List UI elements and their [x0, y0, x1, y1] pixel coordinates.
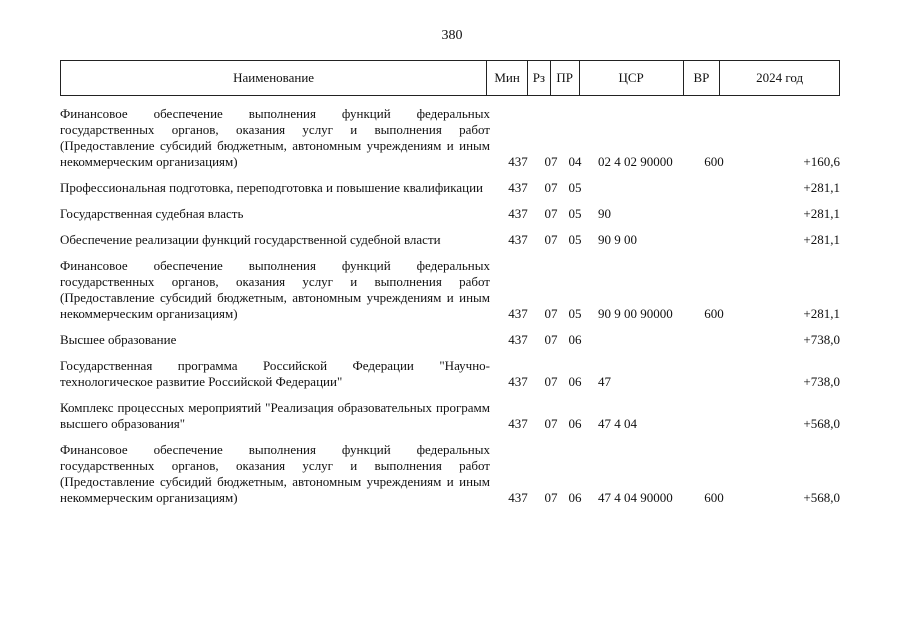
row-pr: 05	[568, 306, 582, 321]
row-name: Финансовое обеспечение выполнения функций федеральных государственных органов, оказания услуг и выполнения работ (Предоставление субсидий бюджетным, автономным учреждениям и иным некоммерческим организациям)	[60, 106, 490, 169]
row-csr: 02 4 02 90000	[598, 154, 673, 169]
table-row	[60, 106, 840, 170]
table-row	[60, 180, 840, 196]
row-rz: 07	[544, 180, 558, 195]
row-name: Финансовое обеспечение выполнения функций федеральных государственных органов, оказания услуг и выполнения работ (Предоставление субсидий бюджетным, автономным учреждениям и иным некоммерческим организациям)	[60, 442, 490, 505]
row-sum: +738,0	[803, 374, 840, 389]
row-csr: 90 9 00 90000	[598, 306, 673, 321]
row-pr: 04	[568, 154, 582, 169]
row-vr: 600	[704, 490, 724, 505]
row-sum: +281,1	[803, 232, 840, 247]
row-rz: 07	[544, 154, 558, 169]
column-header-name: Наименование	[61, 61, 487, 96]
row-rz: 07	[544, 490, 558, 505]
row-sum: +281,1	[803, 306, 840, 321]
column-header-csr: ЦСР	[579, 61, 683, 96]
row-min: 437	[508, 306, 528, 321]
table-row	[60, 332, 840, 348]
row-pr: 05	[568, 232, 582, 247]
table-row	[60, 442, 840, 506]
row-csr: 47 4 04 90000	[598, 490, 673, 505]
row-csr: 90 9 00	[598, 232, 637, 247]
row-csr: 47 4 04	[598, 416, 637, 431]
row-vr: 600	[704, 306, 724, 321]
row-rz: 07	[544, 416, 558, 431]
row-pr: 05	[568, 180, 582, 195]
column-header-vr: ВР	[683, 61, 720, 96]
row-min: 437	[508, 374, 528, 389]
row-min: 437	[508, 154, 528, 169]
row-sum: +738,0	[803, 332, 840, 347]
row-name: Государственная судебная власть	[60, 206, 244, 221]
column-header-rz: Рз	[527, 61, 550, 96]
row-name: Обеспечение реализации функций государственной судебной власти	[60, 232, 441, 247]
table-row	[60, 400, 840, 432]
table-row	[60, 206, 840, 222]
row-sum: +568,0	[803, 416, 840, 431]
row-sum: +281,1	[803, 180, 840, 195]
row-min: 437	[508, 490, 528, 505]
table-header	[60, 60, 840, 96]
table-row	[60, 358, 840, 390]
row-name: Государственная программа Российской Федерации "Научно-технологическое развитие Российской Федерации"	[60, 358, 490, 389]
row-sum: +568,0	[803, 490, 840, 505]
row-csr: 90	[598, 206, 611, 221]
row-pr: 05	[568, 206, 582, 221]
row-min: 437	[508, 332, 528, 347]
page-number: 380	[441, 28, 463, 43]
column-header-year: 2024 год	[720, 61, 840, 96]
row-name: Финансовое обеспечение выполнения функций федеральных государственных органов, оказания услуг и выполнения работ (Предоставление субсидий бюджетным, автономным учреждениям и иным некоммерческим организациям)	[60, 258, 490, 321]
row-rz: 07	[544, 206, 558, 221]
row-min: 437	[508, 416, 528, 431]
row-pr: 06	[568, 332, 582, 347]
row-rz: 07	[544, 374, 558, 389]
row-rz: 07	[544, 306, 558, 321]
row-csr: 47	[598, 374, 611, 389]
row-min: 437	[508, 206, 528, 221]
row-min: 437	[508, 232, 528, 247]
row-pr: 06	[568, 416, 582, 431]
row-name: Комплекс процессных мероприятий "Реализация образовательных программ высшего образования"	[60, 400, 490, 431]
row-min: 437	[508, 180, 528, 195]
row-name: Профессиональная подготовка, переподготовка и повышение квалификации	[60, 180, 484, 195]
row-sum: +281,1	[803, 206, 840, 221]
row-sum: +160,6	[803, 154, 840, 169]
table-row	[60, 232, 840, 248]
table-row	[60, 258, 840, 322]
table-body	[60, 106, 840, 516]
row-rz: 07	[544, 332, 558, 347]
column-header-pr: ПР	[550, 61, 579, 96]
row-pr: 06	[568, 490, 582, 505]
row-name: Высшее образование	[60, 332, 177, 347]
column-header-min: Мин	[487, 61, 528, 96]
row-rz: 07	[544, 232, 558, 247]
row-vr: 600	[704, 154, 724, 169]
row-pr: 06	[568, 374, 582, 389]
